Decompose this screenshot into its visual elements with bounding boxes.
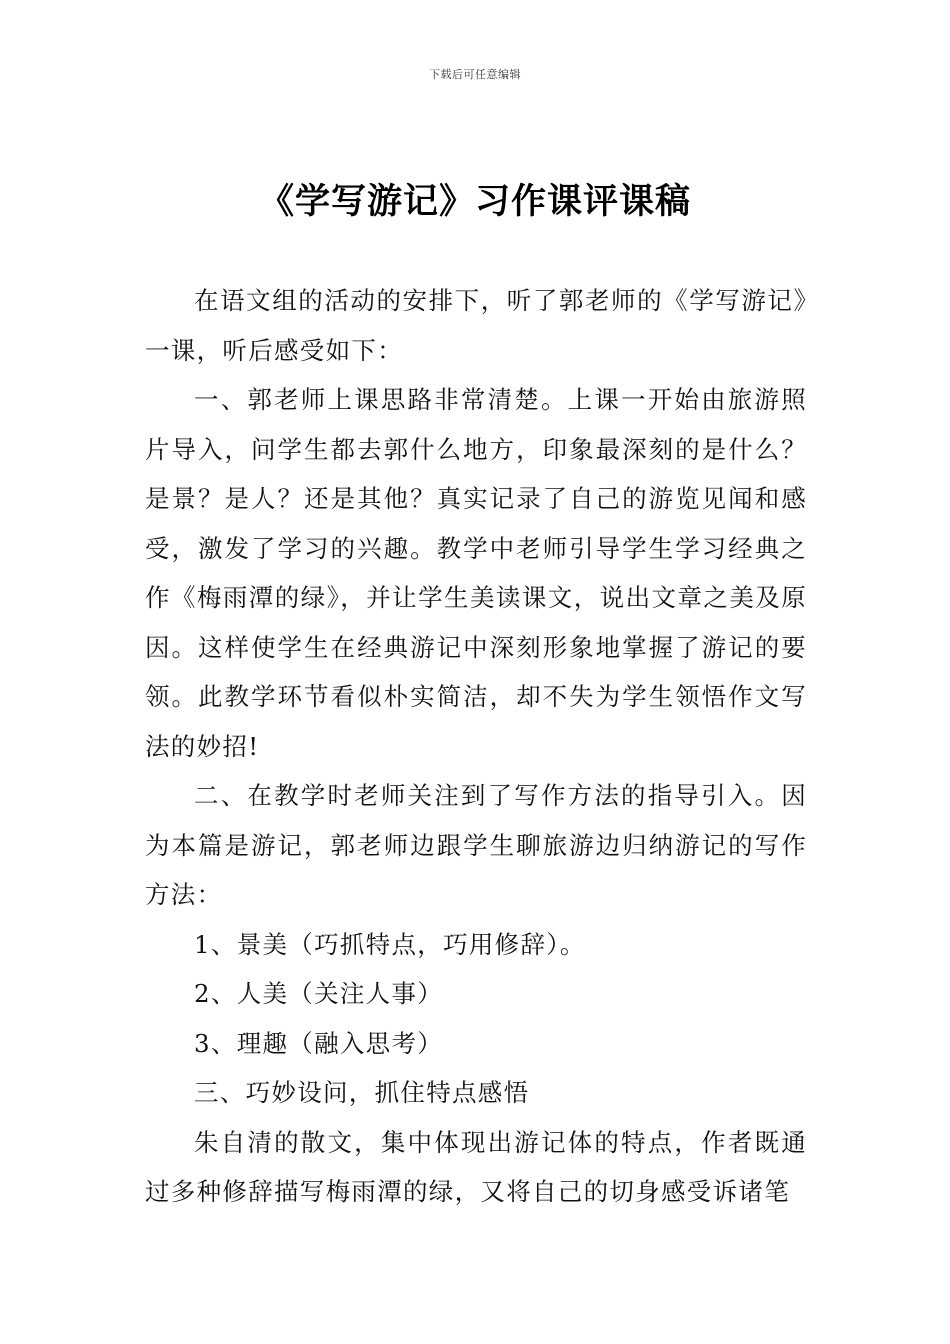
paragraph-point-3-body: 朱自清的散文，集中体现出游记体的特点，作者既通过多种修辞描写梅雨潭的绿，又将自己的切身感受诉诸笔 — [145, 1127, 807, 1206]
document-title: 《学写游记》习作课评课稿 — [258, 182, 691, 222]
document-body — [145, 276, 807, 1217]
list-item-method-1: 1、景美（巧抓特点，巧用修辞）。 — [194, 929, 586, 959]
list-item-method-2: 2、人美（关注人事） — [194, 979, 444, 1008]
paragraph-intro: 在语文组的活动的安排下，听了郭老师的《学写游记》一课，听后感受如下： — [145, 286, 807, 365]
list-item-method-3: 3、理趣（融入思考） — [194, 1028, 444, 1058]
paragraph-point-3: 三、巧妙设问，抓住特点感悟 — [194, 1078, 530, 1107]
header-note: 下载后可任意编辑 — [429, 68, 521, 81]
paragraph-point-2: 二、在教学时老师关注到了写作方法的指导引入。因为本篇是游记，郭老师边跟学生聊旅游边归纳游记的写作方法： — [145, 781, 807, 909]
paragraph-point-1: 一、郭老师上课思路非常清楚。上课一开始由旅游照片导入，问学生都去郭什么地方，印象最深刻的是什么？是景？是人？还是其他？真实记录了自己的游览见闻和感受，激发了学习的兴趣。教学中老师引导学生学习经典之作《梅雨潭的绿》，并让学生美读课文，说出文章之美及原因。这样使学生在经典游记中深刻形象地掌握了游记的要领。此教学环节看似朴实简洁，却不失为学生领悟作文写法的妙招! — [145, 385, 807, 761]
